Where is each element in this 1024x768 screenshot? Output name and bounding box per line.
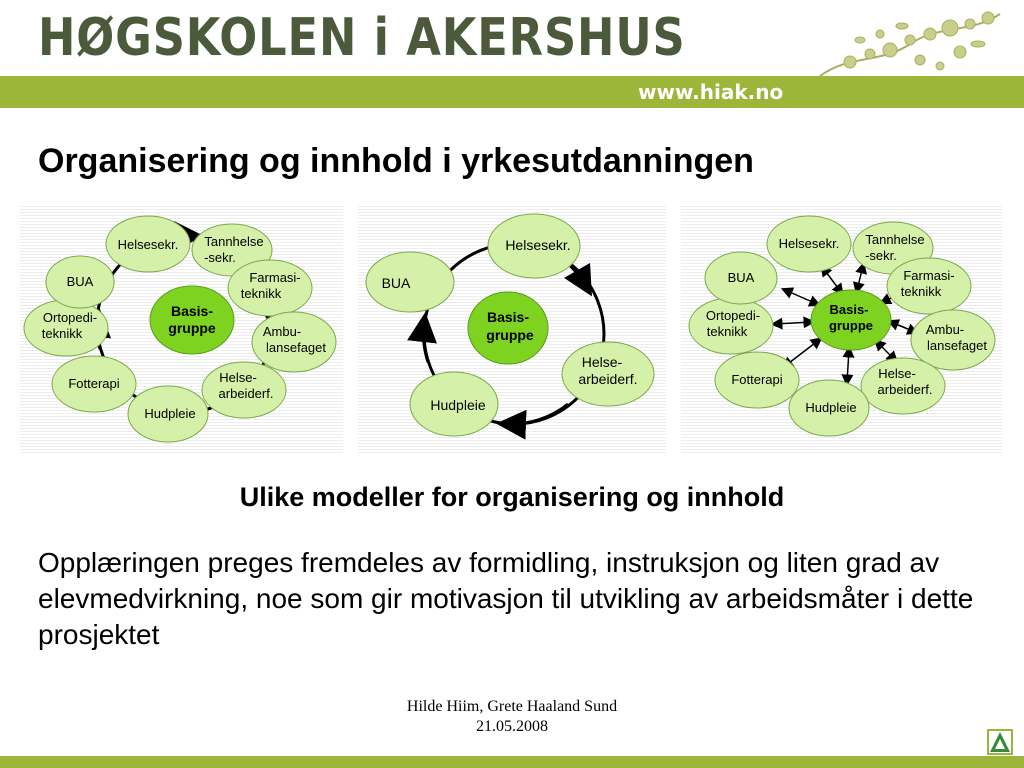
star-model-diagram — [681, 204, 1002, 454]
svg-text:teknikk: teknikk — [900, 284, 942, 299]
node-bua — [366, 252, 454, 312]
svg-text:-sekr.: -sekr. — [204, 250, 236, 265]
svg-text:Basis-: Basis- — [170, 303, 214, 319]
link-arrow — [891, 322, 915, 332]
node-helsearb — [202, 362, 286, 418]
node-bua — [705, 252, 777, 304]
node-hudpleie — [128, 386, 208, 442]
svg-text:Helse-: Helse- — [219, 370, 257, 385]
node-hudpleie — [410, 372, 498, 436]
node-center — [811, 290, 891, 350]
svg-text:Hudpleie: Hudpleie — [144, 406, 196, 421]
svg-text:lansefaget: lansefaget — [266, 340, 326, 355]
svg-text:lansefaget: lansefaget — [927, 338, 987, 353]
svg-text:Helsesekr.: Helsesekr. — [505, 237, 571, 253]
svg-text:teknikk: teknikk — [240, 286, 282, 301]
svg-text:gruppe: gruppe — [828, 318, 874, 333]
circle-model-diagram — [20, 204, 343, 454]
link-arrow — [785, 290, 817, 304]
svg-text:-sekr.: -sekr. — [865, 248, 897, 263]
circle-model-reduced-diagram — [358, 204, 666, 454]
svg-text:arbeiderf.: arbeiderf. — [578, 371, 638, 387]
svg-text:Tannhelse: Tannhelse — [865, 232, 925, 247]
svg-text:Basis-: Basis- — [829, 302, 869, 317]
svg-text:Ambu-: Ambu- — [262, 324, 302, 339]
diagram-panel-2 — [358, 204, 666, 454]
svg-text:Helse-: Helse- — [581, 354, 623, 370]
svg-text:Helsesekr.: Helsesekr. — [778, 236, 840, 251]
node-helsesekr — [488, 214, 580, 278]
node-ambu — [252, 312, 336, 372]
svg-text:Fotterapi: Fotterapi — [68, 376, 120, 391]
node-center — [150, 286, 234, 354]
link-arrow — [775, 322, 811, 324]
svg-text:Helse-: Helse- — [878, 366, 916, 381]
cycle-arrow — [508, 404, 568, 424]
node-center — [468, 292, 548, 364]
node-helsearb — [562, 342, 654, 406]
node-farmasi — [887, 258, 971, 314]
svg-text:Basis-: Basis- — [486, 309, 530, 325]
svg-text:Tannhelse: Tannhelse — [204, 234, 264, 249]
svg-text:arbeiderf.: arbeiderf. — [218, 386, 274, 401]
node-ortopedi — [24, 300, 108, 356]
svg-text:Ambu-: Ambu- — [925, 322, 965, 337]
svg-text:Hudpleie: Hudpleie — [805, 400, 857, 415]
institution-logo-text: HØGSKOLEN i AKERSHUS — [38, 8, 686, 68]
svg-text:gruppe: gruppe — [486, 327, 534, 343]
svg-text:teknikk: teknikk — [706, 324, 748, 339]
node-helsesekr — [767, 216, 851, 272]
svg-text:Ortopedi-: Ortopedi- — [705, 308, 761, 323]
node-fotterapi — [52, 356, 136, 412]
link-arrow — [847, 350, 849, 382]
slide-body-text: Opplæringen preges fremdeles av formidling, instruksjon og liten grad av elevmedvirkning, noe som gir motivasjon til utvikling av arbeidsmåter i dette prosjektet — [38, 547, 974, 650]
website-url: www.hiak.no — [638, 80, 784, 104]
svg-text:gruppe: gruppe — [168, 320, 216, 336]
footer-band — [0, 756, 1024, 768]
diagram-panel-1 — [20, 204, 343, 454]
institution-emblem-icon — [986, 728, 1014, 756]
svg-text:BUA: BUA — [381, 275, 411, 291]
node-helsearb — [861, 358, 945, 414]
node-hudpleie — [789, 380, 869, 436]
slide-footer — [300, 697, 724, 737]
header-band — [0, 76, 1024, 108]
node-fotterapi — [715, 352, 799, 408]
footer-authors: Hilde Hiim, Grete Haaland Sund — [406, 698, 618, 715]
node-farmasi — [228, 260, 312, 316]
link-arrow — [877, 342, 895, 360]
svg-text:BUA: BUA — [727, 270, 755, 285]
node-ortopedi — [689, 298, 773, 354]
svg-text:arbeiderf.: arbeiderf. — [877, 382, 933, 397]
node-bua — [46, 256, 114, 308]
link-arrow — [823, 268, 841, 292]
svg-text:BUA: BUA — [66, 274, 94, 289]
svg-text:Ortopedi-: Ortopedi- — [42, 310, 98, 325]
svg-text:Fotterapi: Fotterapi — [731, 372, 783, 387]
diagram-panel-3 — [681, 204, 1002, 454]
link-arrow — [857, 266, 863, 290]
floral-ornament-icon — [810, 4, 1010, 78]
svg-text:Farmasi-: Farmasi- — [903, 268, 955, 283]
node-helsesekr — [106, 216, 190, 272]
footer-date: 21.05.2008 — [476, 718, 548, 735]
slide-subtitle: Ulike modeller for organisering og innhold — [239, 482, 785, 512]
svg-text:Farmasi-: Farmasi- — [249, 270, 301, 285]
svg-text:teknikk: teknikk — [41, 326, 83, 341]
svg-text:Helsesekr.: Helsesekr. — [117, 237, 179, 252]
svg-text:Hudpleie: Hudpleie — [430, 397, 486, 413]
slide-title: Organisering og innhold i yrkesutdanningen — [38, 142, 754, 180]
